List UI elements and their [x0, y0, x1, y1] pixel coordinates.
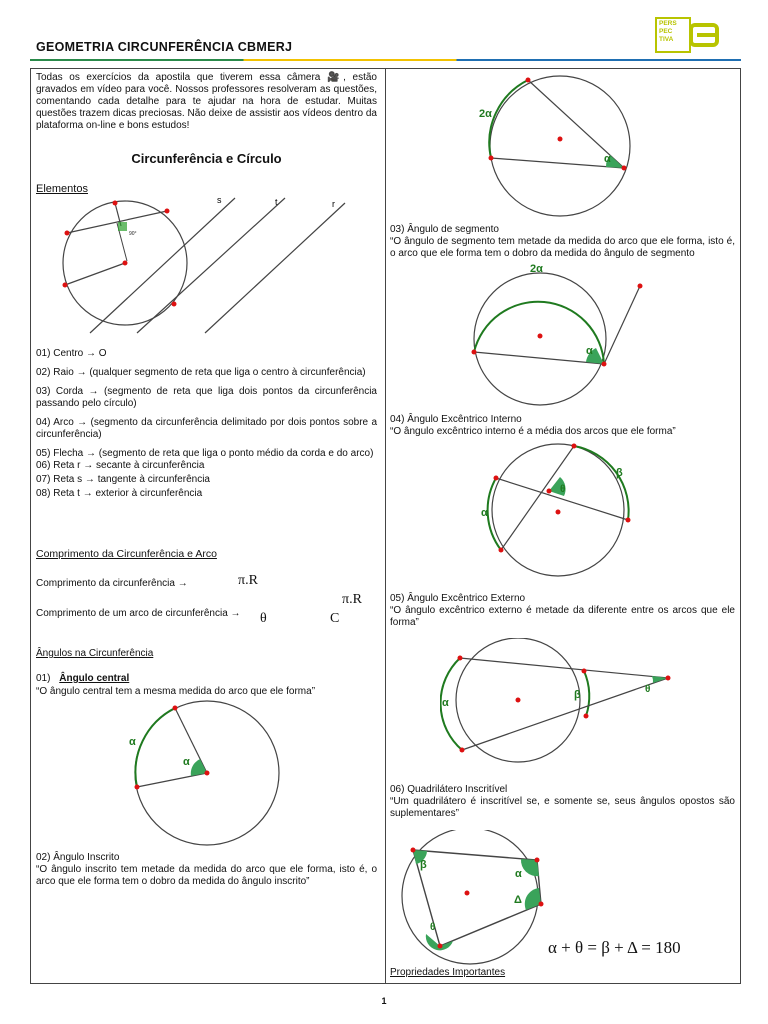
- angles-heading: Ângulos na Circunferência: [36, 648, 154, 659]
- inscribed-title: 02) Ângulo Inscrito: [36, 852, 120, 863]
- elements-heading: Elementos: [36, 183, 88, 195]
- column-divider: [385, 68, 386, 984]
- element-chord: 03) Corda → (segmento de reta que liga dois pontos da circunferência passando pelo círculo): [36, 386, 377, 409]
- svg-text:α: α: [515, 868, 522, 880]
- page-number: 1: [381, 996, 387, 1006]
- length-arc-label: Comprimento de um arco de circunferência →: [36, 608, 241, 619]
- central-angle-name: Ângulo central: [59, 673, 130, 684]
- central-angle-title: [36, 673, 129, 685]
- quad-formula: α + θ = β + Δ = 180: [548, 938, 681, 957]
- arc-formula-c: C: [330, 611, 340, 626]
- inscribed-angle-figure: [476, 72, 656, 222]
- radius-line: [65, 263, 125, 285]
- logo-line-1: PERS: [659, 20, 677, 27]
- svg-text:2α: 2α: [530, 263, 543, 275]
- svg-text:α: α: [481, 507, 488, 519]
- element-center: 01) Centro → O: [36, 348, 107, 359]
- arc-formula-top: π.R: [342, 592, 362, 607]
- quad-figure: [395, 830, 555, 966]
- arc-midpoint: [113, 201, 118, 206]
- svg-text:β: β: [420, 859, 427, 871]
- line-t: [137, 198, 285, 333]
- internal-angle-figure: [476, 440, 646, 580]
- svg-text:θ: θ: [430, 922, 436, 933]
- document-title: GEOMETRIA CIRCUNFERÊNCIA CBMERJ: [36, 40, 293, 54]
- label-r: r: [332, 199, 335, 209]
- logo-line-2: PEC: [659, 28, 673, 35]
- element-sagitta: 05) Flecha → (segmento de reta que liga o ponto médio da corda e do arco): [36, 448, 374, 459]
- length-circ-formula: π.R: [238, 573, 258, 588]
- internal-title: 04) Ângulo Excêntrico Interno: [390, 414, 522, 425]
- svg-text:90°: 90°: [129, 231, 137, 237]
- svg-text:α: α: [586, 345, 593, 357]
- central-arc: [135, 708, 175, 787]
- quad-title: 06) Quadrilátero Inscritível: [390, 784, 508, 795]
- logo-line-3: TIVA: [659, 36, 674, 43]
- chord-end-b: [165, 209, 170, 214]
- svg-text:θ: θ: [560, 484, 566, 495]
- properties-heading: Propriedades Importantes: [390, 967, 506, 978]
- svg-text:β: β: [616, 467, 623, 479]
- svg-text:α: α: [604, 153, 611, 165]
- central-angle-number: 01): [36, 673, 51, 684]
- quad-quote: “Um quadrilátero é inscritível se, e somente se, seus ângulos opostos são suplementares”: [390, 796, 735, 819]
- external-angle-figure: [440, 638, 680, 768]
- center-point: [123, 261, 128, 266]
- element-line-t: 08) Reta t → exterior à circunferência: [36, 488, 203, 499]
- svg-text:2α: 2α: [479, 108, 492, 120]
- element-arc: 04) Arco → (segmento da circunferência delimitado por dois pontos sobre a circunferência): [36, 417, 377, 440]
- svg-text:Δ: Δ: [514, 894, 522, 906]
- segment-angle-figure: [460, 262, 660, 407]
- svg-text:θ: θ: [645, 684, 651, 695]
- external-title: 05) Ângulo Excêntrico Externo: [390, 593, 526, 604]
- central-angle-figure: [125, 700, 285, 850]
- chord-end-a: [65, 231, 70, 236]
- central-angle-quote: “O ângulo central tem a mesma medida do arco que ele forma”: [36, 686, 316, 697]
- arc-formula-theta: θ: [260, 611, 267, 626]
- length-circ-label: Comprimento da circunferência →: [36, 578, 188, 589]
- brand-logo: [655, 17, 719, 55]
- main-title: Circunferência e Círculo: [131, 151, 282, 166]
- label-t: t: [275, 197, 278, 207]
- elements-figure: [55, 193, 385, 343]
- svg-text:α: α: [129, 736, 136, 748]
- tangent-point: [172, 302, 177, 307]
- elements-list: [36, 348, 377, 500]
- right-angle-mark: [118, 222, 127, 231]
- length-heading: Comprimento da Circunferência e Arco: [36, 548, 217, 560]
- chord-line: [67, 211, 167, 233]
- svg-text:α: α: [183, 756, 190, 768]
- line-r: [205, 203, 345, 333]
- svg-text:α: α: [442, 697, 449, 709]
- segment-title: 03) Ângulo de segmento: [390, 224, 499, 235]
- header-rule: [30, 59, 741, 61]
- element-line-r: 06) Reta r → secante à circunferência: [36, 460, 205, 471]
- external-quote: “O ângulo excêntrico externo é metade da diferente entre os arcos que ele forma”: [390, 605, 735, 628]
- label-s: s: [217, 195, 222, 205]
- segment-quote: “O ângulo de segmento tem metade da medida do arco que ele forma, isto é, o arco que ele forma tem o dobro da medida do ângulo de segmento: [390, 236, 735, 259]
- inscribed-quote: “O ângulo inscrito tem metade da medida do arco que ele forma, isto é, o arco que ele forma tem o dobro da medida do ângulo inscrito”: [36, 864, 377, 887]
- radius-end: [63, 283, 68, 288]
- intro-paragraph: Todas os exercícios da apostila que tiverem essa câmera 🎥, estão gravados em vídeo para você. Nossos professores resolveram as questões, comentando cada detalhe para te ajudar na hora de estudar. Muitas questões trazem dicas preciosas. Não deixe de assistir aos vídeos dentro da plataforma on-line e bons estudos!: [36, 72, 377, 131]
- element-radius: 02) Raio → (qualquer segmento de reta que liga o centro à circunferência): [36, 367, 366, 378]
- internal-quote: “O ângulo excêntrico interno é a média dos arcos que ele forma”: [390, 426, 676, 437]
- svg-text:β: β: [574, 689, 581, 701]
- element-line-s: 07) Reta s → tangente à circunferência: [36, 474, 210, 485]
